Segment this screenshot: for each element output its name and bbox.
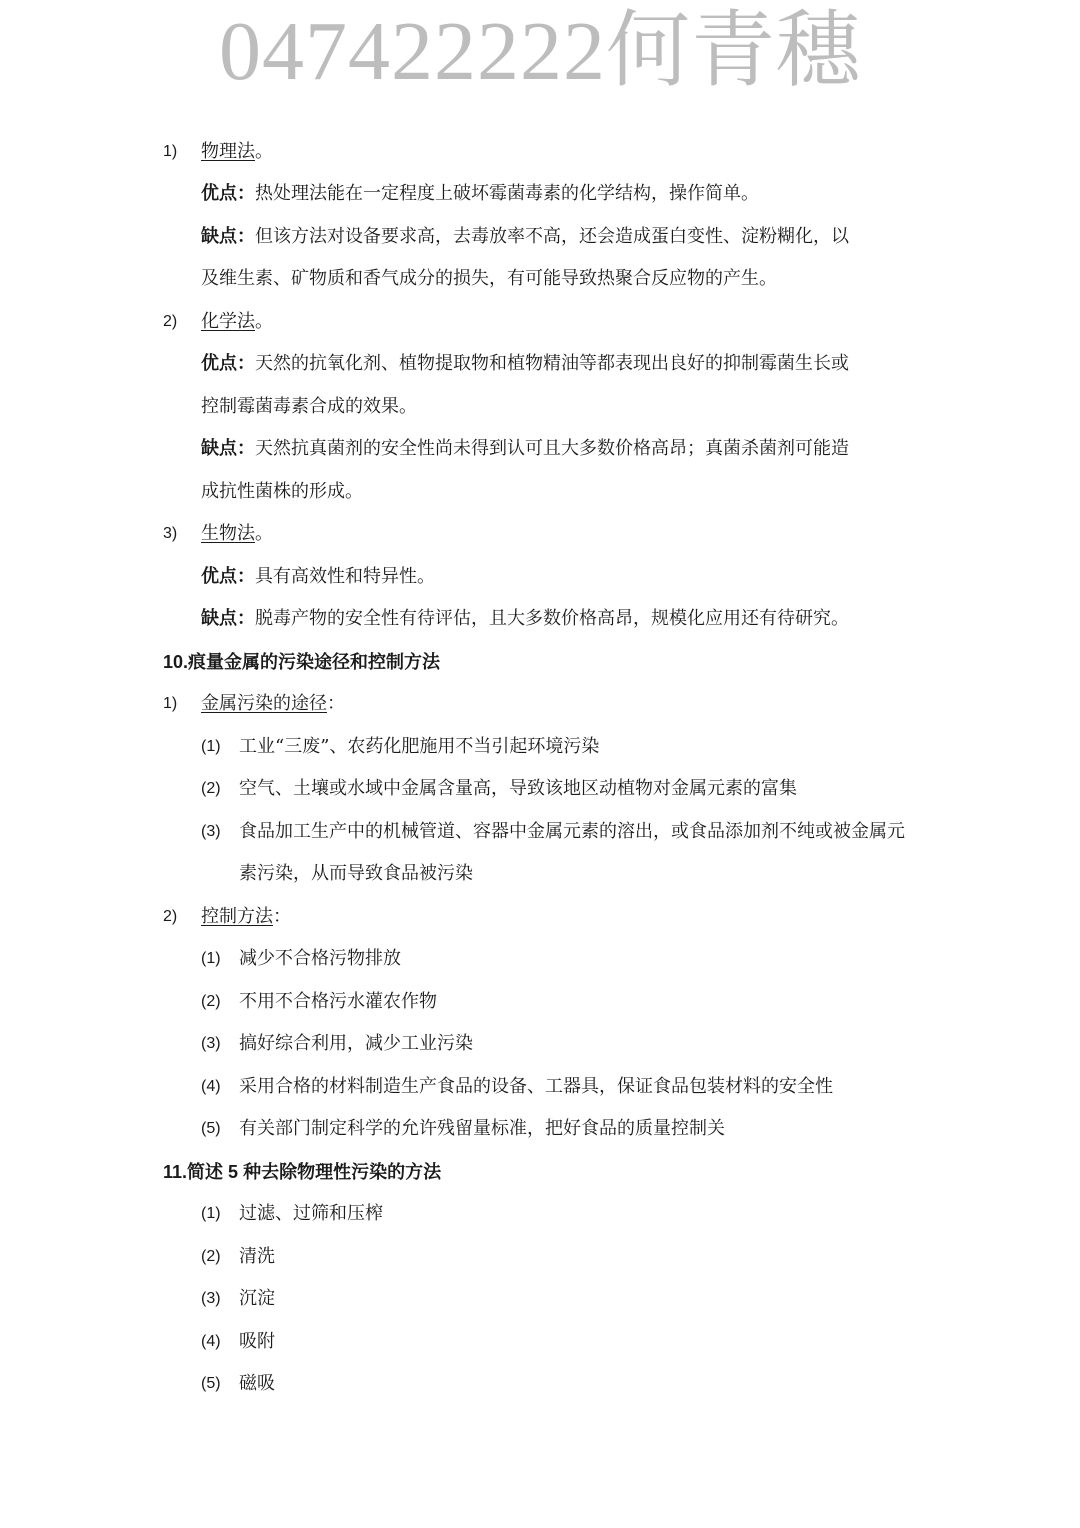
list-number: 2) [163, 908, 178, 925]
list-number: 2) [163, 313, 178, 330]
section-10-heading [163, 649, 440, 675]
route-heading [201, 691, 345, 717]
pro-text: 热处理法能在一定程度上破坏霉菌毒素的化学结构，操作简单。 [255, 183, 759, 204]
item-number: (5) [201, 1375, 221, 1392]
punctuation: 。 [255, 311, 273, 332]
item-number: (2) [201, 1248, 221, 1265]
item-number: (4) [201, 1078, 221, 1095]
list-number: 1) [163, 143, 178, 160]
con-line [201, 224, 849, 250]
con-text: 天然抗真菌剂的安全性尚未得到认可且大多数价格高昂；真菌杀菌剂可能造 [255, 438, 849, 459]
method-heading-chemical [201, 309, 273, 335]
pro-line [201, 351, 849, 377]
route-item: 工业“三废”、农药化肥施用不当引起环境污染 [239, 736, 600, 757]
section-title: 痕量金属的污染途径和控制方法 [188, 652, 441, 672]
method-item: 吸附 [239, 1331, 275, 1352]
item-number: (3) [201, 823, 221, 840]
con-text-cont: 及维生素、矿物质和香气成分的损失，有可能导致热聚合反应物的产生。 [201, 268, 777, 289]
method-item: 过滤、过筛和压榨 [239, 1203, 383, 1224]
con-text-cont: 成抗性菌株的形成。 [201, 481, 363, 502]
pro-label: 优点： [201, 353, 255, 374]
pro-text: 具有高效性和特异性。 [255, 566, 435, 587]
pro-text: 天然的抗氧化剂、植物提取物和植物精油等都表现出良好的抑制霉菌生长或 [255, 353, 849, 374]
method-heading-biological [201, 521, 273, 547]
item-number: (1) [201, 1205, 221, 1222]
route-item: 食品加工生产中的机械管道、容器中金属元素的溶出，或食品添加剂不纯或被金属元 [239, 821, 905, 842]
route-item-cont: 素污染，从而导致食品被污染 [239, 863, 473, 884]
method-heading-physical [201, 139, 273, 165]
list-number: 3) [163, 525, 178, 542]
section-title-number: 5 [228, 1162, 239, 1182]
pro-label: 优点： [201, 566, 255, 587]
control-item: 不用不合格污水灌农作物 [239, 991, 437, 1012]
con-label: 缺点： [201, 226, 255, 247]
list-number: 1) [163, 695, 178, 712]
con-label: 缺点： [201, 438, 255, 459]
method-item: 磁吸 [239, 1373, 275, 1394]
item-number: (4) [201, 1333, 221, 1350]
subsection-title: 控制方法 [201, 906, 273, 927]
punctuation: 。 [255, 141, 273, 162]
item-number: (1) [201, 738, 221, 755]
punctuation: 。 [255, 523, 273, 544]
route-item: 空气、土壤或水域中金属含量高，导致该地区动植物对金属元素的富集 [239, 778, 797, 799]
con-line [201, 436, 849, 462]
punctuation: ： [273, 906, 291, 927]
item-number: (2) [201, 780, 221, 797]
pro-label: 优点： [201, 183, 255, 204]
control-item: 采用合格的材料制造生产食品的设备、工器具，保证食品包装材料的安全性 [239, 1076, 833, 1097]
control-item: 搞好综合利用，减少工业污染 [239, 1033, 473, 1054]
control-heading [201, 904, 291, 930]
item-number: (1) [201, 950, 221, 967]
pro-text-cont: 控制霉菌毒素合成的效果。 [201, 396, 417, 417]
pro-line [201, 564, 435, 590]
subsection-title: 金属污染的途径 [201, 693, 327, 714]
control-item: 减少不合格污物排放 [239, 948, 401, 969]
item-number: (5) [201, 1120, 221, 1137]
con-line [201, 606, 849, 632]
item-number: (3) [201, 1290, 221, 1307]
method-title: 物理法 [201, 141, 255, 162]
pro-line [201, 181, 759, 207]
section-11-heading [163, 1159, 441, 1185]
method-title: 生物法 [201, 523, 255, 544]
section-number: 10. [163, 652, 189, 672]
section-number: 11. [163, 1162, 188, 1182]
method-item: 清洗 [239, 1246, 275, 1267]
con-text: 但该方法对设备要求高，去毒放率不高，还会造成蛋白变性、淀粉糊化，以 [255, 226, 849, 247]
item-number: (3) [201, 1035, 221, 1052]
method-item: 沉淀 [239, 1288, 275, 1309]
con-text: 脱毒产物的安全性有待评估，且大多数价格高昂，规模化应用还有待研究。 [255, 608, 849, 629]
section-title-b: 种去除物理性污染的方法 [243, 1162, 442, 1182]
con-label: 缺点： [201, 608, 255, 629]
section-title-a: 简述 [187, 1162, 224, 1182]
item-number: (2) [201, 993, 221, 1010]
punctuation: ： [327, 693, 345, 714]
watermark: 047422222何青穗 [218, 5, 861, 98]
control-item: 有关部门制定科学的允许残留量标准，把好食品的质量控制关 [239, 1118, 725, 1139]
method-title: 化学法 [201, 311, 255, 332]
